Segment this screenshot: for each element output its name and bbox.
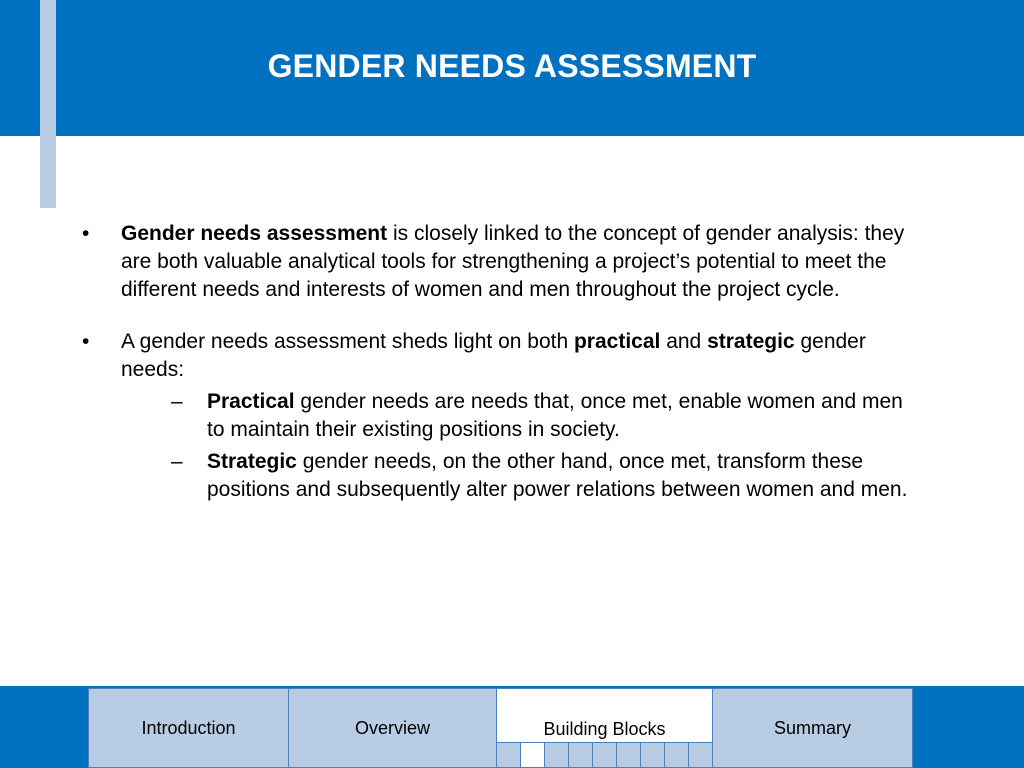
tab-label: Summary: [773, 717, 851, 738]
tab-introduction[interactable]: [88, 688, 289, 768]
slide-cell[interactable]: [641, 743, 665, 767]
slide-cell[interactable]: [545, 743, 569, 767]
tab-label: Overview: [354, 717, 430, 738]
slide-cell[interactable]: [689, 743, 712, 767]
sub-bullet-item: [121, 388, 920, 444]
tab-overview[interactable]: [288, 688, 497, 768]
slide-cell[interactable]: [593, 743, 617, 767]
sub-bullet-item: [121, 448, 920, 504]
tab-summary[interactable]: [712, 688, 913, 768]
slide-cell[interactable]: [497, 743, 521, 767]
bold-term: practical: [573, 330, 661, 353]
bullet-text: A gender needs assessment sheds light on both: [121, 330, 574, 353]
accent-bar: [40, 0, 56, 208]
bullet-marker: •: [82, 330, 90, 353]
slide-content: [80, 220, 920, 504]
tab-label: Building Blocks: [543, 719, 666, 739]
footer-nav-bar: [0, 686, 1024, 768]
slide-cell[interactable]: [617, 743, 641, 767]
bold-term: strategic: [707, 330, 795, 353]
sub-bullet-text: gender needs are needs that, once met, enable women and men to maintain their existing positions in society.: [207, 390, 903, 441]
bullet-item: [80, 220, 920, 304]
slide-cell[interactable]: [569, 743, 593, 767]
bold-term: Gender needs assessment: [121, 222, 388, 245]
sub-bullet-text: gender needs, on the other hand, once met, transform these positions and subsequently alter power relations between women and men.: [207, 450, 908, 501]
bullet-marker: •: [82, 222, 90, 245]
bullet-item: [80, 328, 920, 504]
tab-label: Introduction: [141, 717, 236, 738]
tab-building-blocks[interactable]: [496, 688, 713, 768]
slide-cell-current[interactable]: [521, 743, 545, 767]
slide-progress-cells: [497, 742, 712, 767]
bullet-text: is closely linked to the concept of gender analysis: they are both valuable analytical tools for strengthening a project’s potential to meet the different needs and interests of women and men throughout the project cycle.: [121, 222, 905, 301]
slide-cell[interactable]: [665, 743, 689, 767]
bold-term: Strategic: [207, 450, 297, 473]
slide-title: GENDER NEEDS ASSESSMENT: [267, 48, 757, 84]
bullet-text: and: [660, 330, 708, 353]
dash-marker: –: [171, 390, 183, 413]
dash-marker: –: [171, 450, 183, 473]
bullet-text: gender needs:: [121, 330, 866, 381]
bold-term: Practical: [207, 390, 295, 413]
